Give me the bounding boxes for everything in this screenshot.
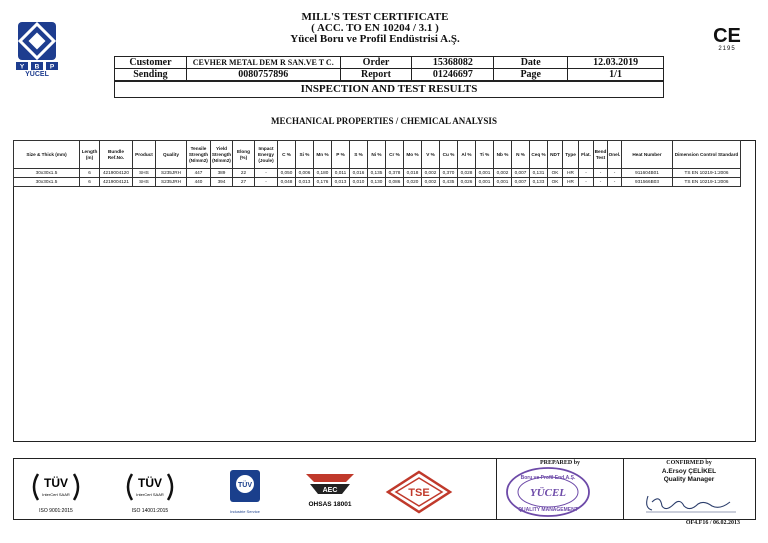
table-cell: 0,001: [476, 178, 494, 187]
confirmed-role: Quality Manager: [663, 476, 715, 483]
signature: [640, 492, 740, 516]
report-value: 01246697: [412, 69, 494, 81]
cert3-mark: TÜV: [238, 482, 252, 489]
footer-divider: [496, 458, 497, 520]
table-cell: 0,370: [440, 169, 458, 178]
column-header: Dimension Control Standard: [673, 141, 741, 169]
table-cell: 440: [187, 178, 211, 187]
column-header: Yield Strength (N/mm2): [211, 141, 233, 169]
svg-text:Y: Y: [19, 63, 25, 71]
date-value: 12.03.2019: [568, 57, 664, 69]
column-header: Ni %: [368, 141, 386, 169]
form-code: OF4.F16 / 06.02.2013: [685, 520, 740, 526]
table-cell: 4219004120: [100, 169, 133, 178]
table-cell: TS EN 10219-1:2006: [673, 169, 741, 178]
column-header: Ti %: [476, 141, 494, 169]
sending-value: 0080757896: [186, 69, 340, 81]
table-cell: 0,001: [494, 178, 512, 187]
table-cell: HR: [563, 178, 579, 187]
column-header: Cr %: [386, 141, 404, 169]
column-header: Length (m): [80, 141, 100, 169]
table-cell: OK: [548, 178, 563, 187]
tuv-iso14001-logo: [120, 470, 180, 521]
company-name: Yücel Boru ve Profil Endüstrisi A.Ş.: [290, 33, 460, 45]
ybp-logo-text: YÜCEL: [25, 71, 49, 78]
test-results-table: [13, 140, 741, 187]
confirmed-name: A.Ersoy ÇELİKEL: [661, 468, 717, 475]
quality-stamp: [505, 466, 591, 518]
svg-text:P: P: [49, 63, 55, 71]
column-header: Cu %: [440, 141, 458, 169]
table-cell: 30x30x1.5: [14, 178, 80, 187]
page-label: Page: [494, 69, 568, 81]
ybp-logo: [12, 22, 62, 78]
table-cell: 6: [80, 178, 100, 187]
table-cell: 447: [187, 169, 211, 178]
table-cell: 0,176: [314, 178, 332, 187]
table-cell: 22: [233, 169, 255, 178]
column-header: Al %: [458, 141, 476, 169]
table-cell: 0,002: [494, 169, 512, 178]
stamp-bottom-text: QUALITY MANAGEMENT: [518, 507, 578, 513]
table-cell: 0,018: [404, 169, 422, 178]
table-cell: 0,378: [386, 169, 404, 178]
ce-mark-letters: CE: [713, 25, 741, 47]
table-cell: 0,133: [530, 178, 548, 187]
table-cell: 0,435: [440, 178, 458, 187]
table-cell: 0,028: [458, 169, 476, 178]
table-cell: 0,010: [350, 178, 368, 187]
column-header: Tensile Strength (N/mm2): [187, 141, 211, 169]
tuv-industrie-logo: [222, 470, 268, 521]
table-cell: 0,002: [422, 178, 440, 187]
table-cell: 931566B03: [622, 178, 673, 187]
column-header: Elong (%): [233, 141, 255, 169]
table-cell: 27: [233, 178, 255, 187]
column-header: Mo %: [404, 141, 422, 169]
table-cell: 4219004121: [100, 178, 133, 187]
table-cell: TS EN 10219-1:2006: [673, 178, 741, 187]
table-cell: -: [608, 169, 622, 178]
order-label: Order: [340, 57, 412, 69]
confirmed-by-label: CONFIRMED by: [666, 460, 712, 466]
table-cell: 0,026: [458, 178, 476, 187]
ce-mark: [706, 26, 748, 54]
cert2-mark: TÜV: [138, 476, 162, 490]
cert1-sub: InterCert SAAR: [42, 492, 70, 497]
column-header: S %: [350, 141, 368, 169]
column-header: Mn %: [314, 141, 332, 169]
column-header: Type: [563, 141, 579, 169]
certificate-title: MILL'S TEST CERTIFICATE: [301, 11, 449, 23]
table-cell: -: [579, 169, 594, 178]
prepared-by-label: PREPARED by: [539, 460, 581, 466]
column-header: Heat Number: [622, 141, 673, 169]
report-label: Report: [340, 69, 412, 81]
order-value: 15368082: [412, 57, 494, 69]
column-header: Impact Energy (Joule): [255, 141, 278, 169]
table-cell: -: [594, 178, 608, 187]
table-cell: 0,086: [386, 178, 404, 187]
table-cell: HR: [563, 169, 579, 178]
cert1-mark: TÜV: [44, 476, 68, 490]
column-header: Si %: [296, 141, 314, 169]
table-cell: -: [608, 178, 622, 187]
cert3-sub: Industrie Service: [230, 509, 260, 514]
column-header: N %: [512, 141, 530, 169]
confirmed-person: [624, 468, 754, 484]
table-cell: 0,002: [422, 169, 440, 178]
tuv-iso9001-logo: [28, 470, 84, 521]
table-cell: 0,180: [314, 169, 332, 178]
table-cell: 30x30x1.5: [14, 169, 80, 178]
ohsas-logo: [302, 470, 358, 525]
column-header: Quality: [156, 141, 187, 169]
table-cell: 0,007: [512, 169, 530, 178]
column-header: Product: [133, 141, 156, 169]
table-cell: SHS: [133, 169, 156, 178]
table-row: [14, 169, 741, 178]
table-cell: -: [255, 178, 278, 187]
table-cell: OK: [548, 169, 563, 178]
table-row: [14, 178, 741, 187]
table-cell: 394: [211, 178, 233, 187]
column-header: Bend Test: [594, 141, 608, 169]
cert4-std: OHSAS 18001: [308, 501, 352, 508]
column-header: C %: [278, 141, 296, 169]
table-cell: S235JRH: [156, 169, 187, 178]
customer-label: Customer: [115, 57, 187, 69]
page-value: 1/1: [568, 69, 664, 81]
table-cell: 0,013: [332, 178, 350, 187]
table-cell: 6: [80, 169, 100, 178]
column-header: P %: [332, 141, 350, 169]
cert2-sub: InterCert SAAR: [136, 492, 164, 497]
table-cell: -: [579, 178, 594, 187]
table-cell: 0,007: [512, 178, 530, 187]
column-header: Nb %: [494, 141, 512, 169]
column-header: NDT: [548, 141, 563, 169]
table-cell: 911604B01: [622, 169, 673, 178]
column-header: Ceq %: [530, 141, 548, 169]
table-cell: 0,048: [278, 178, 296, 187]
customer-value: CEVHER METAL DEM R SAN.VE T C.: [186, 57, 340, 69]
cert2-std: ISO 14001:2015: [131, 508, 169, 514]
date-label: Date: [494, 57, 568, 69]
stamp-center-text: YÜCEL: [529, 487, 567, 499]
table-cell: 0,001: [476, 169, 494, 178]
sending-label: Sending: [115, 69, 187, 81]
table-cell: 0,016: [350, 169, 368, 178]
shipment-info-table: [114, 56, 664, 81]
table-cell: SHS: [133, 178, 156, 187]
stamp-top-text: Boru ve Profil End.A.Ş.: [520, 475, 576, 481]
table-cell: S235JRH: [156, 178, 187, 187]
certificate-title-block: [230, 12, 520, 45]
table-cell: -: [255, 169, 278, 178]
table-cell: 0,011: [332, 169, 350, 178]
cert4-brand: AEC: [322, 487, 338, 494]
cert1-std: ISO 9001:2015: [39, 508, 73, 514]
tse-logo: [384, 470, 454, 521]
ce-notified-body: 2195: [718, 46, 736, 52]
table-cell: 0,131: [530, 169, 548, 178]
certificate-standard: ( ACC. TO EN 10204 / 3.1 ): [311, 22, 439, 34]
table-cell: 0,013: [296, 178, 314, 187]
svg-text:B: B: [34, 63, 40, 71]
table-cell: -: [594, 169, 608, 178]
column-header: V %: [422, 141, 440, 169]
column-header: Size & Thick (mm): [14, 141, 80, 169]
mechanical-section-title: MECHANICAL PROPERTIES / CHEMICAL ANALYSIS: [271, 116, 497, 126]
table-cell: 0,006: [296, 169, 314, 178]
cert5-mark: TSE: [408, 487, 430, 499]
column-header: Flat.: [579, 141, 594, 169]
column-header: Onel.: [608, 141, 622, 169]
table-cell: 0,020: [404, 178, 422, 187]
table-cell: 0,050: [278, 169, 296, 178]
table-cell: 389: [211, 169, 233, 178]
inspection-title: INSPECTION AND TEST RESULTS: [114, 81, 664, 98]
column-header: Bundle Ref.No.: [100, 141, 133, 169]
table-cell: 0,130: [368, 178, 386, 187]
table-cell: 0,135: [368, 169, 386, 178]
